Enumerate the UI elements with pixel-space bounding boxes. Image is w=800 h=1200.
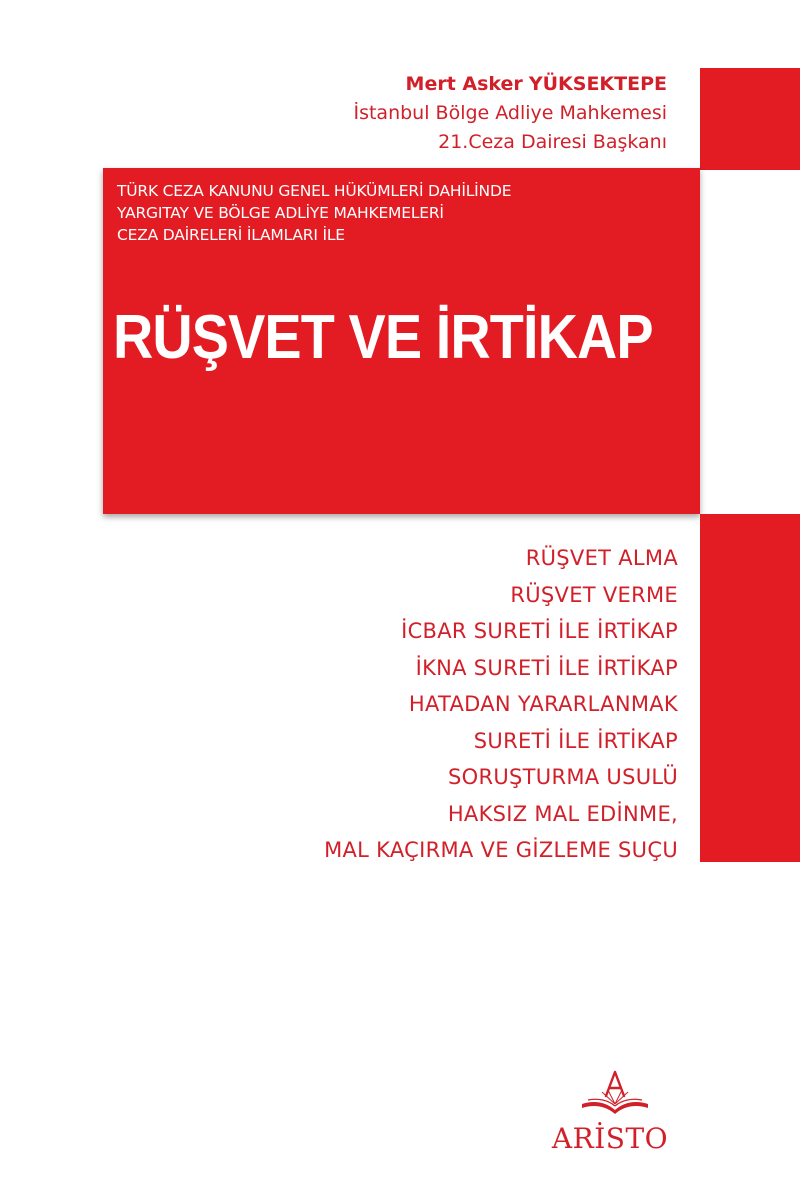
author-name-line: [353, 70, 667, 99]
topic-item: HAKSIZ MAL EDİNME,: [447, 801, 678, 826]
author-first-name: Mert Asker: [405, 73, 523, 95]
topic-item: RÜŞVET VERME: [510, 582, 678, 607]
decorative-red-block-top-right: [700, 68, 800, 170]
author-court: İstanbul Bölge Adliye Mahkemesi: [353, 102, 667, 124]
subtitle-line: YARGITAY VE BÖLGE ADLİYE MAHKEMELERİ: [117, 204, 444, 222]
publisher-logo: [540, 1070, 680, 1160]
topic-item: SORUŞTURMA USULÜ: [448, 765, 678, 789]
author-position: 21.Ceza Dairesi Başkanı: [438, 131, 667, 153]
subtitle-line: CEZA DAİRELERİ İLAMLARI İLE: [117, 226, 345, 244]
book-title: RÜŞVET VE İRTİKAP: [113, 303, 653, 372]
publisher-name: ARİSTO: [551, 1122, 669, 1155]
open-book-with-letter-a-icon: [580, 1070, 650, 1120]
topic-item: İCBAR SURETİ İLE İRTİKAP: [401, 619, 678, 643]
topics-list: [324, 540, 678, 869]
decorative-red-block-bottom-right: [700, 514, 800, 862]
topic-item: RÜŞVET ALMA: [525, 546, 678, 570]
author-block: [353, 70, 667, 157]
author-last-name: YÜKSEKTEPE: [528, 73, 667, 95]
topic-item: MAL KAÇIRMA VE GİZLEME SUÇU: [324, 838, 678, 862]
topic-item: İKNA SURETİ İLE İRTİKAP: [415, 655, 678, 680]
topic-item: HATADAN YARARLANMAK: [408, 692, 678, 716]
topic-item: SURETİ İLE İRTİKAP: [473, 728, 678, 753]
subtitle-line: TÜRK CEZA KANUNU GENEL HÜKÜMLERİ DAHİLİNDE: [117, 182, 512, 200]
book-subtitle: [117, 180, 511, 246]
